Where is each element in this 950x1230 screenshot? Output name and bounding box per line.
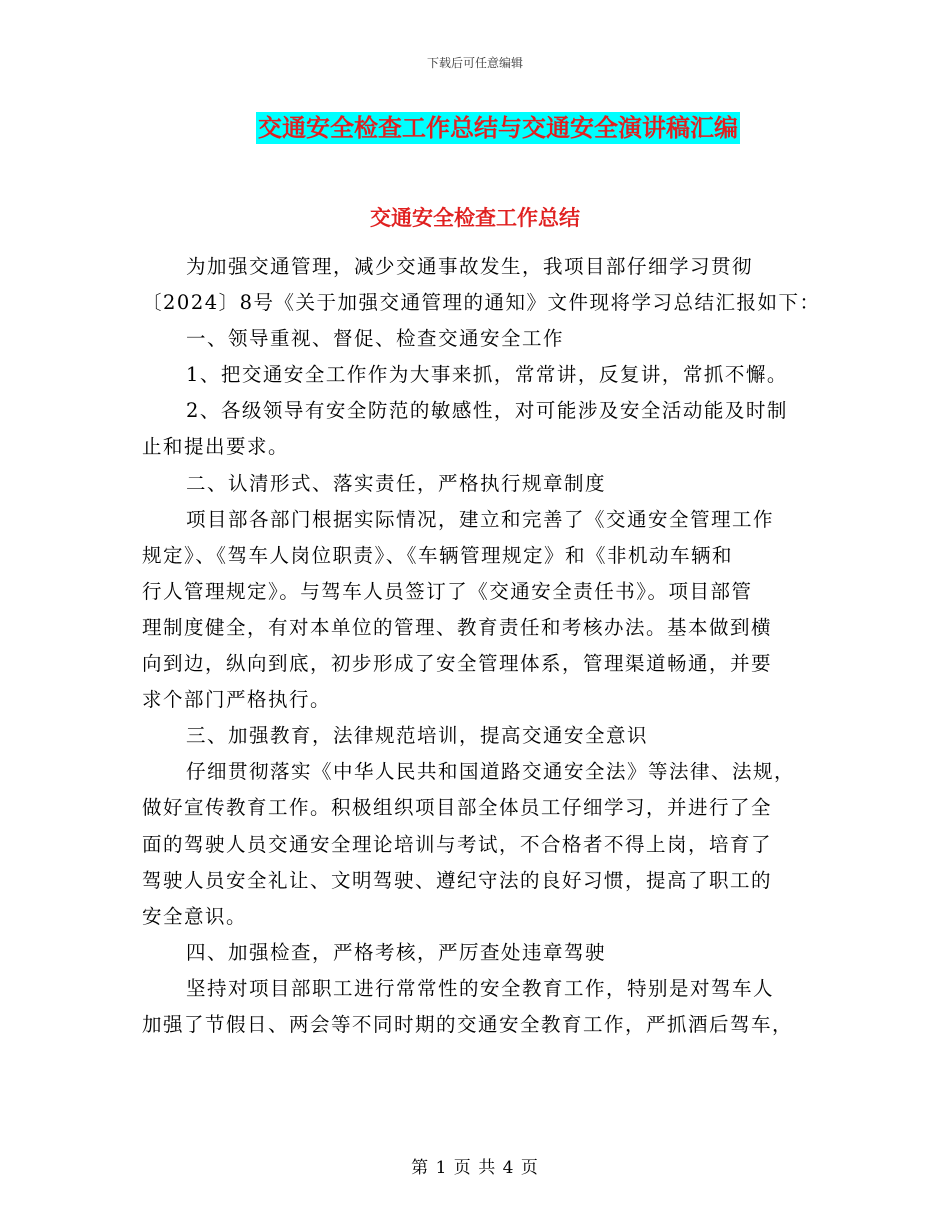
body-line: 向到边，纵向到底，初步形成了安全管理体系，管理渠道畅通，并要 — [142, 652, 773, 676]
body-line: 四、加强检查，严格考核，严厉查处违章驾驶 — [186, 940, 607, 964]
body-line: 加强了节假日、两会等不同时期的交通安全教育工作，严抓酒后驾车， — [142, 1012, 794, 1036]
page-footer: 第 1 页 共 4 页 — [411, 1158, 539, 1178]
document-title-wrap — [0, 112, 950, 144]
body-line: 止和提出要求。 — [142, 435, 290, 459]
body-line: 驾驶人员安全礼让、文明驾驶、遵纪守法的良好习惯，提高了职工的 — [142, 868, 773, 892]
body-line: 安全意识。 — [142, 904, 248, 928]
body-line: 项目部各部门根据实际情况，建立和完善了《交通安全管理工作 — [186, 507, 775, 531]
body-line: 为加强交通管理，减少交通事故发生，我项目部仔细学习贯彻 — [186, 255, 754, 278]
body-line: 2、各级领导有安全防范的敏感性，对可能涉及安全活动能及时制 — [186, 399, 788, 423]
body-line: 行人管理规定》。与驾车人员签订了《交通安全责任书》。项目部管 — [142, 579, 753, 603]
document-title: 交通安全检查工作总结与交通安全演讲稿汇编 — [258, 113, 738, 142]
body-line: 做好宣传教育工作。积极组织项目部全体员工仔细学习，并进行了全 — [142, 796, 773, 820]
body-line: 仔细贯彻落实《中华人民共和国道路交通安全法》等法律、法规， — [186, 760, 796, 784]
body-line: 理制度健全，有对本单位的管理、教育责任和考核办法。基本做到横 — [142, 615, 773, 639]
body-line: 求个部门严格执行。 — [142, 688, 332, 712]
body-line: 一、领导重视、督促、检查交通安全工作 — [186, 327, 565, 351]
body-line: 坚持对项目部职工进行常常性的安全教育工作，特别是对驾车人 — [186, 976, 775, 1000]
body-line: 二、认清形式、落实责任，严格执行规章制度 — [186, 471, 607, 495]
header-note: 下载后可任意编辑 — [426, 56, 523, 70]
body-text — [142, 249, 822, 1043]
body-line: 〔2024〕8号《关于加强交通管理的通知》文件现将学习总结汇报如下： — [142, 291, 821, 315]
body-line: 三、加强教育，法律规范培训，提高交通安全意识 — [186, 724, 649, 748]
body-line: 1、把交通安全工作作为大事来抓，常常讲，反复讲，常抓不懈。 — [186, 363, 788, 387]
section-title: 交通安全检查工作总结 — [370, 205, 580, 230]
body-line: 规定》、《驾车人岗位职责》、《车辆管理规定》和《非机动车辆和 — [142, 543, 734, 567]
body-line: 面的驾驶人员交通安全理论培训与考试，不合格者不得上岗，培育了 — [142, 832, 773, 856]
